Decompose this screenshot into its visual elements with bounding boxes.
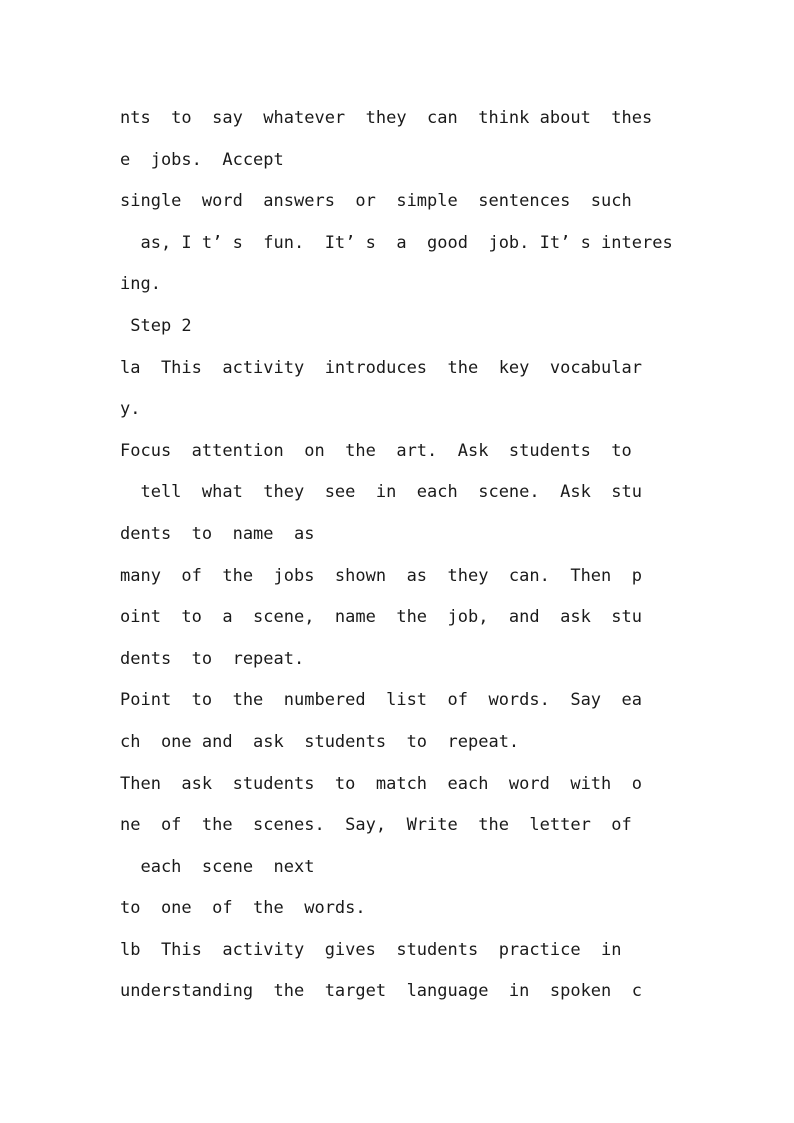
text-line: y. xyxy=(120,399,141,420)
text-line: to one of the words. xyxy=(120,898,366,919)
text-line: understanding the target language in spoken c xyxy=(120,981,642,1002)
text-line: Focus attention on the art. Ask students to xyxy=(120,440,632,461)
text-line: e jobs. Accept xyxy=(120,149,284,170)
text-line: ch one and ask students to repeat. xyxy=(120,731,520,752)
text-line: nts to say whatever they can think about thes xyxy=(120,108,653,128)
text-line: each scene next xyxy=(120,856,315,877)
text-line: dents to name as xyxy=(120,523,315,544)
text-line: as, I t’ s fun. It’ s a good job. It’ s interes xyxy=(120,232,673,253)
text-line: la This activity introduces the key vocabular xyxy=(120,357,642,378)
text-line: ing. xyxy=(120,274,161,295)
text-line: dents to repeat. xyxy=(120,648,305,669)
text-line: tell what they see in each scene. Ask stu xyxy=(120,482,642,503)
text-line: single word answers or simple sentences such xyxy=(120,191,632,212)
text-line: Point to the numbered list of words. Say ea xyxy=(120,690,642,711)
section-heading: Step 2 xyxy=(120,315,192,336)
text-line: oint to a scene, name the job, and ask stu xyxy=(120,607,642,628)
text-line: Then ask students to match each word with o xyxy=(120,773,642,794)
text-line: many of the jobs shown as they can. Then p xyxy=(120,565,642,586)
text-line: lb This activity gives students practice in xyxy=(120,939,622,960)
text-line: ne of the scenes. Say, Write the letter of xyxy=(120,815,632,836)
body-text xyxy=(120,104,680,1019)
